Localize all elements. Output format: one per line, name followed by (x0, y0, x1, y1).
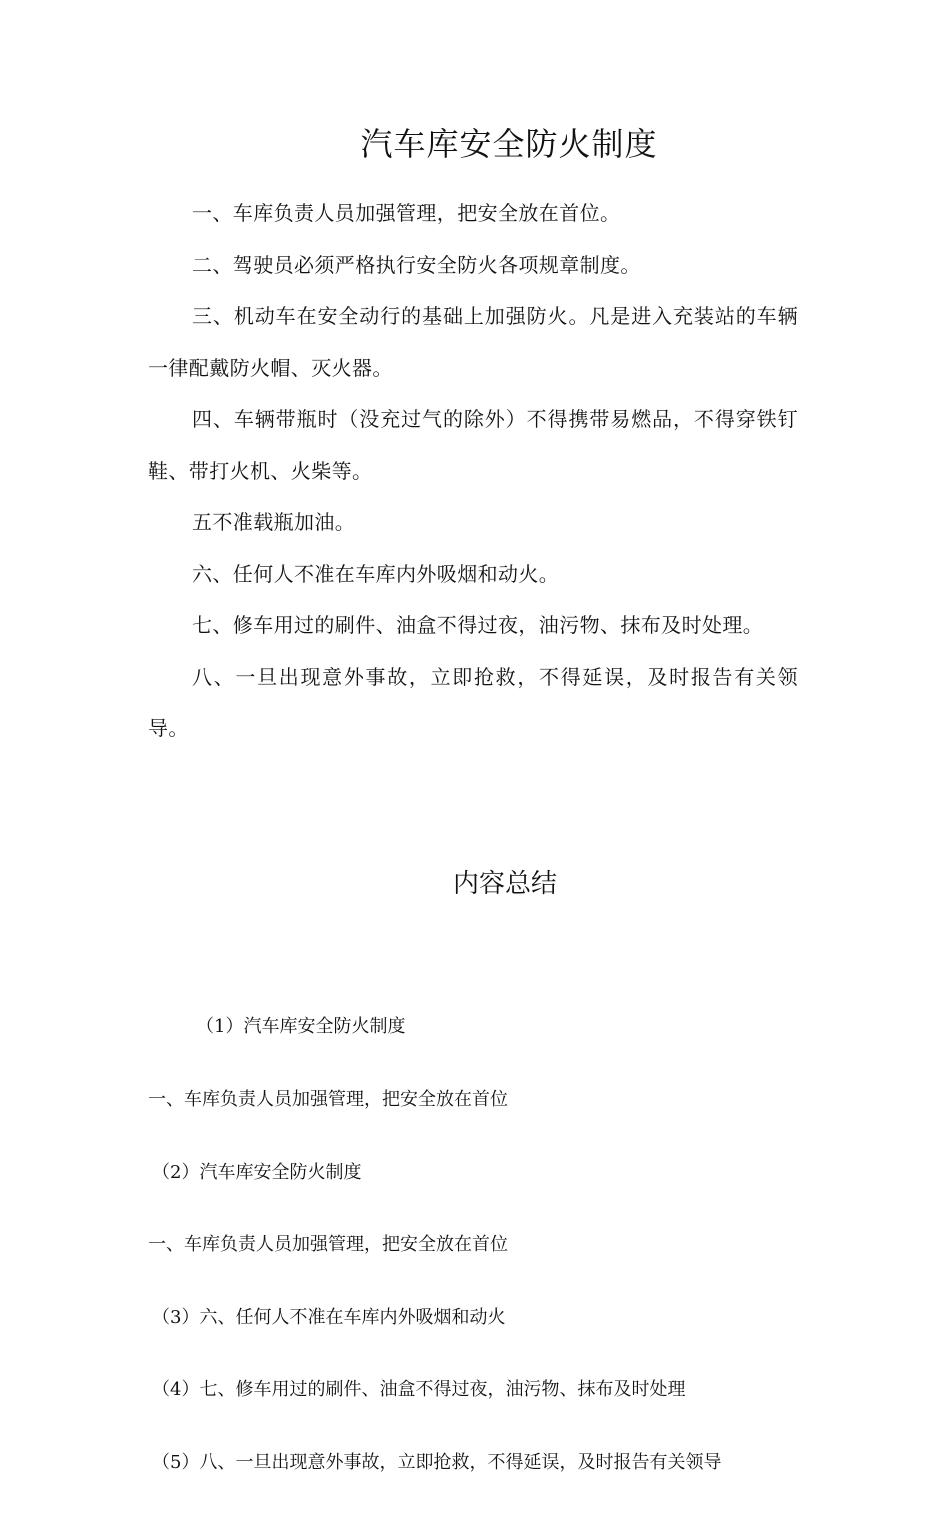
summary-line-2: 一、车库负责人员加强管理，把安全放在首位 (148, 1089, 508, 1111)
paragraph-8: 八、一旦出现意外事故，立即抢救，不得延误，及时报告有关领导。 (148, 664, 798, 740)
summary-line-5: （3）六、任何人不准在车库内外吸烟和动火 (152, 1306, 506, 1328)
summary-line-7: （5）八、一旦出现意外事故，立即抢救，不得延误，及时报告有关领导 (152, 1452, 722, 1474)
paragraph-3: 三、机动车在安全动行的基础上加强防火。凡是进入充装站的车辆一律配戴防火帽、灭火器。 (148, 304, 798, 380)
paragraph-6: 六、任何人不准在车库内外吸烟和动火。 (192, 561, 560, 586)
paragraph-4: 四、车辆带瓶时（没充过气的除外）不得携带易燃品，不得穿铁钉鞋、带打火机、火柴等。 (148, 407, 798, 483)
summary-line-6: （4）七、修车用过的刷件、油盒不得过夜，油污物、抹布及时处理 (152, 1379, 686, 1401)
paragraph-5: 五不准载瓶加油。 (192, 510, 356, 534)
paragraph-2: 二、驾驶员必须严格执行安全防火各项规章制度。 (192, 252, 641, 277)
paragraph-7: 七、修车用过的刷件、油盒不得过夜，油污物、抹布及时处理。 (192, 613, 764, 637)
summary-title: 内容总结 (452, 869, 557, 899)
paragraph-1: 一、车库负责人员加强管理，把安全放在首位。 (192, 201, 621, 225)
summary-line-3: （2）汽车库安全防火制度 (152, 1161, 362, 1183)
document-body (148, 188, 798, 755)
summary-line-1: （1）汽车库安全防火制度 (196, 1016, 406, 1038)
summary-line-4: 一、车库负责人员加强管理，把安全放在首位 (148, 1234, 508, 1256)
document-title: 汽车库安全防火制度 (360, 125, 658, 163)
summary-list (148, 967, 848, 1524)
